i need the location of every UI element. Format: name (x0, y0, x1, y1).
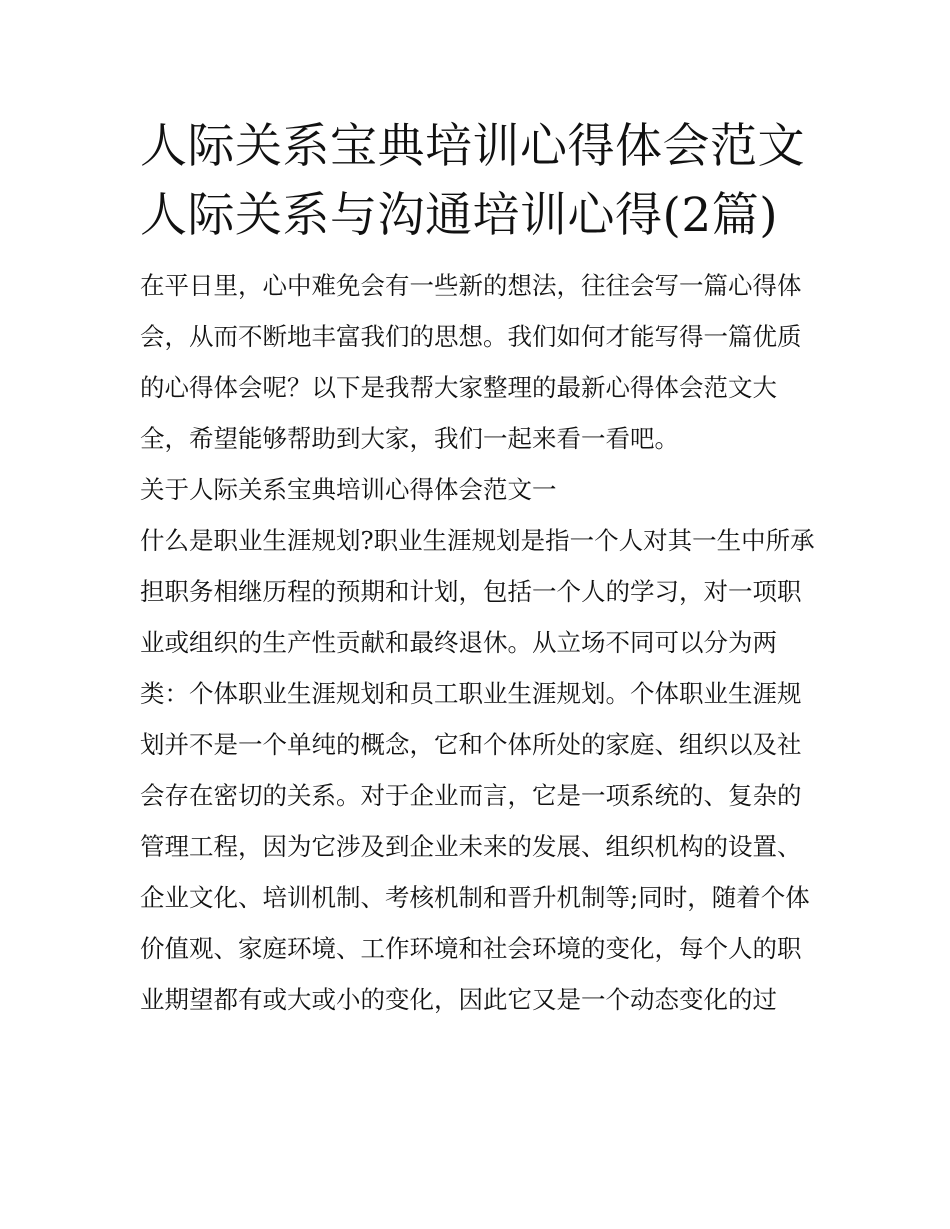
section-heading: 关于人际关系宝典培训心得体会范文一 (140, 475, 557, 504)
document-title: 人际关系宝典培训心得体会范文 人际关系与沟通培训心得(2篇) (140, 119, 805, 243)
document-body (140, 112, 820, 1025)
intro-paragraph: 在平日里，心中难免会有一些新的想法，往往会写一篇心得体会，从而不断地丰富我们的思想。我们如何才能写得一篇优质的心得体会呢？以下是我帮大家整理的最新心得体会范文大全，希望能够帮助到大家，我们一起来看一看吧。 (140, 271, 802, 453)
body-paragraph: 什么是职业生涯规划?职业生涯规划是指一个人对其一生中所承担职务相继历程的预期和计划，包括一个人的学习，对一项职业或组织的生产性贡献和最终退休。从立场不同可以分为两类：个体职业生涯规划和员工职业生涯规划。个体职业生涯规划并不是一个单纯的概念，它和个体所处的家庭、组织以及社会存在密切的关系。对于企业而言，它是一项系统的、复杂的管理工程，因为它涉及到企业未来的发展、组织机构的设置、企业文化、培训机制、考核机制和晋升机制等;同时，随着个体价值观、家庭环境、工作环境和社会环境的变化，每个人的职业期望都有或大或小的变化，因此它又是一个动态变化的过 (140, 526, 815, 1014)
